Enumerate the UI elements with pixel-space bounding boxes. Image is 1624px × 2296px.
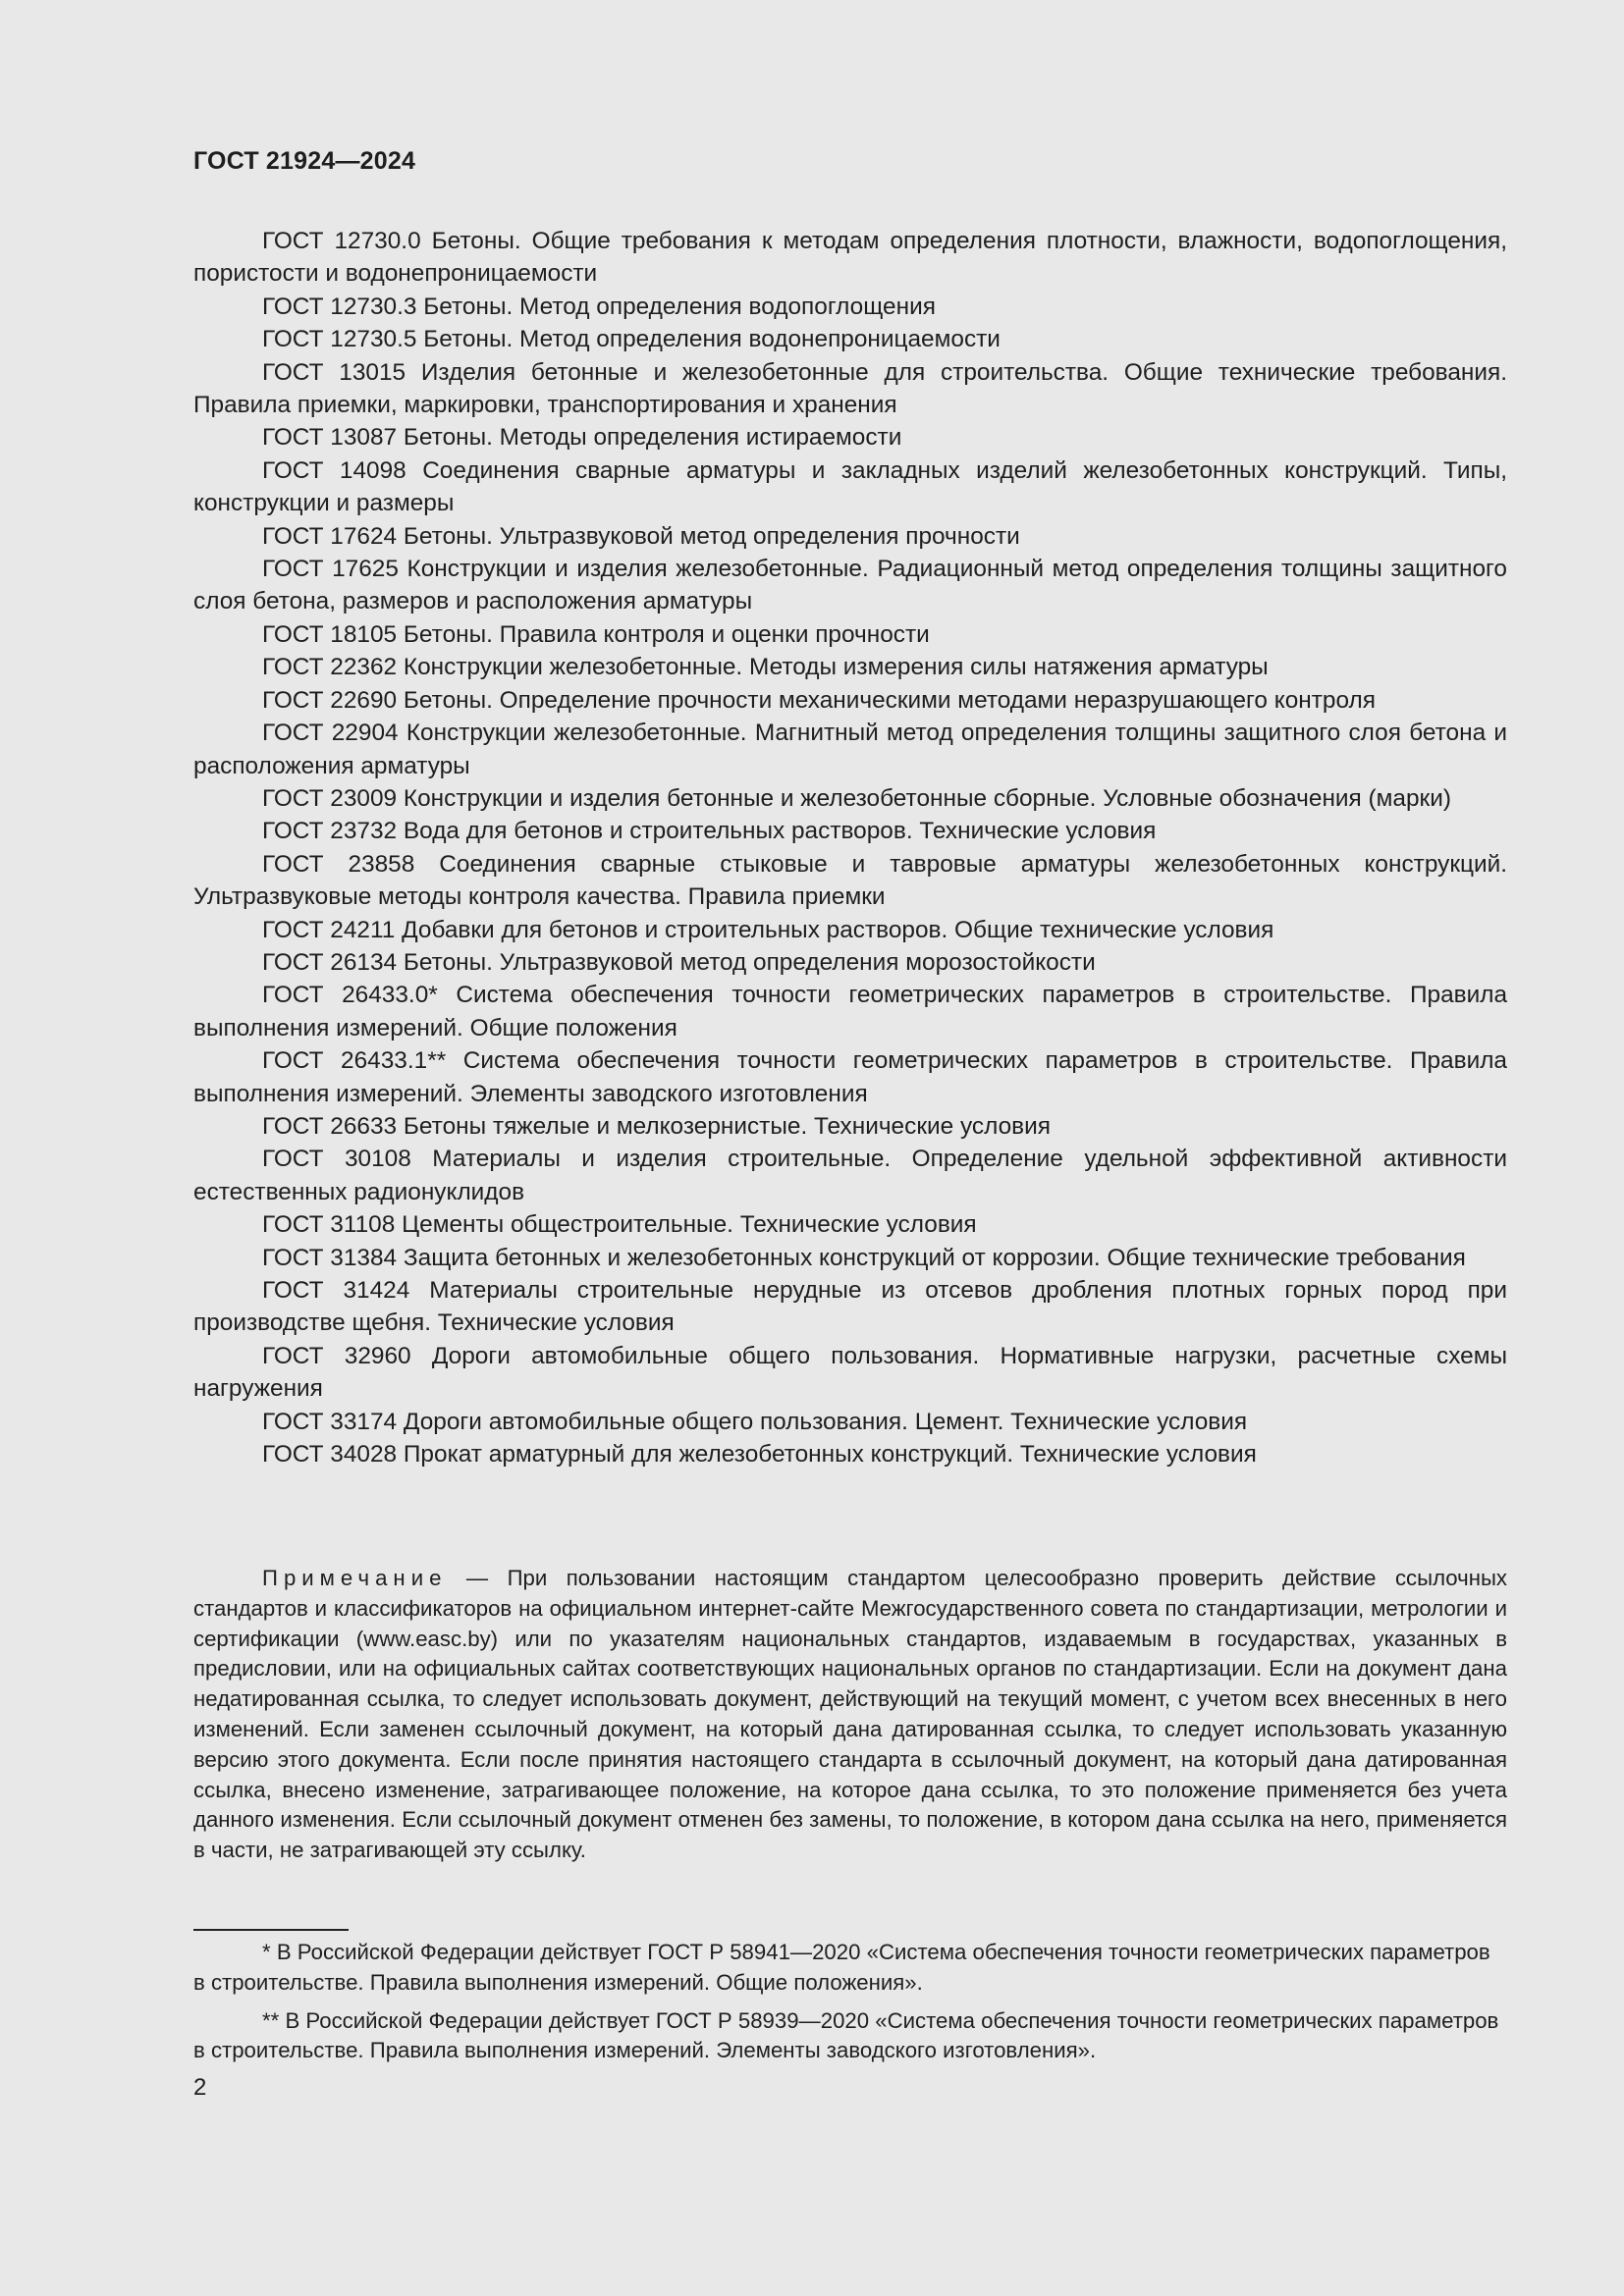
reference-title: Изделия бетонные и железобетонные для строительства. Общие технические требования. Правила приемки, маркировки, транспортирования и хранения — [193, 358, 1507, 419]
reference-item — [193, 618, 1507, 651]
reference-code: ГОСТ 12730.5 — [262, 326, 417, 353]
reference-code: ГОСТ 23858 — [262, 850, 415, 878]
footnote-item — [193, 2006, 1507, 2067]
reference-code: ГОСТ 14098 — [262, 456, 406, 484]
reference-title: Конструкции и изделия бетонные и железобетонные сборные. Условные обозначения (марки) — [403, 784, 1451, 812]
reference-code: ГОСТ 24211 — [262, 916, 396, 943]
reference-item — [193, 323, 1507, 355]
reference-item — [193, 1242, 1507, 1274]
footnote-item — [193, 1938, 1507, 1999]
reference-title: Бетоны. Методы определения истираемости — [403, 424, 902, 452]
reference-item — [193, 1044, 1507, 1110]
reference-code: ГОСТ 13015 — [262, 358, 406, 386]
reference-code: ГОСТ 31424 — [262, 1277, 410, 1304]
reference-item — [193, 225, 1507, 291]
reference-code: ГОСТ 22904 — [262, 720, 399, 747]
reference-item — [193, 1438, 1507, 1470]
reference-title: Конструкции железобетонные. Методы измерения силы натяжения арматуры — [403, 654, 1269, 681]
reference-title: Бетоны. Ультразвуковой метод определения прочности — [403, 522, 1020, 550]
reference-code: ГОСТ 32960 — [262, 1342, 411, 1369]
reference-code: ГОСТ 34028 — [262, 1441, 398, 1468]
footnote-text: В Российской Федерации действует ГОСТ Р 58941—2020 «Система обеспечения точности геометрических параметров в строительстве. Правила выполнения измерений. Общие положения». — [193, 1940, 1490, 1995]
reference-item — [193, 1406, 1507, 1438]
reference-item — [193, 1340, 1507, 1406]
normative-references-list — [193, 225, 1507, 1470]
note-label: Примечание — [262, 1566, 448, 1590]
reference-code: ГОСТ 26134 — [262, 948, 398, 976]
reference-item — [193, 848, 1507, 914]
reference-item — [193, 421, 1507, 454]
reference-code: ГОСТ 18105 — [262, 620, 398, 648]
reference-item — [193, 717, 1507, 782]
reference-code: ГОСТ 22362 — [262, 654, 398, 681]
footnote-marker: ** — [262, 2007, 280, 2033]
reference-item — [193, 520, 1507, 553]
reference-code: ГОСТ 26433.1** — [262, 1047, 447, 1075]
reference-title: Бетоны. Определение прочности механическими методами неразрушающего контроля — [403, 686, 1376, 714]
reference-title: Дороги автомобильные общего пользования. Нормативные нагрузки, расчетные схемы нагружения — [193, 1342, 1507, 1403]
document-header-title: ГОСТ 21924—2024 — [193, 147, 416, 175]
reference-code: ГОСТ 22690 — [262, 686, 398, 714]
reference-title: Вода для бетонов и строительных растворов. Технические условия — [403, 818, 1157, 845]
reference-item — [193, 291, 1507, 323]
reference-code: ГОСТ 17624 — [262, 522, 398, 550]
footnotes — [193, 1938, 1507, 2074]
reference-title: Конструкции железобетонные. Магнитный метод определения толщины защитного слоя бетона и расположения арматуры — [193, 720, 1508, 779]
reference-code: ГОСТ 23009 — [262, 784, 398, 812]
reference-title: Бетоны. Общие требования к методам определения плотности, влажности, водопоглощения, пористости и водонепроницаемости — [193, 228, 1507, 288]
reference-item — [193, 356, 1507, 422]
reference-title: Материалы строительные нерудные из отсевов дробления плотных горных пород при производстве щебня. Технические условия — [193, 1277, 1507, 1337]
reference-code: ГОСТ 31384 — [262, 1244, 398, 1271]
reference-code: ГОСТ 23732 — [262, 818, 398, 845]
reference-title: Добавки для бетонов и строительных растворов. Общие технические условия — [402, 916, 1274, 943]
reference-code: ГОСТ 26633 — [262, 1112, 398, 1140]
reference-item — [193, 454, 1507, 520]
reference-item — [193, 914, 1507, 946]
reference-code: ГОСТ 12730.3 — [262, 293, 417, 320]
reference-item — [193, 1110, 1507, 1143]
reference-title: Система обеспечения точности геометрических параметров в строительстве. Правила выполнения измерений. Общие положения — [193, 982, 1508, 1041]
reference-item — [193, 1274, 1507, 1340]
reference-title: Бетоны. Метод определения водонепроницаемости — [423, 326, 1001, 353]
note-text: — При пользовании настоящим стандартом целесообразно проверить действие ссылочных стандартов и классификаторов на официальном интернет-сайте Межгосударственного совета по стандартизации, метрологии и сертификации (www.easc.by) или по указателям национальных стандартов, издаваемым в государствах, указанных в предисловии, или на официальных сайтах соответствующих национальных органов по стандартизации. Если на документ дана недатированная ссылка, то следует использовать документ, действующий на текущий момент, с учетом всех внесенных в него изменений. Если заменен ссылочный документ, на который дана датированная ссылка, то следует использовать указанную версию этого документа. Если после принятия настоящего стандарта в ссылочный документ, на который дана датированная ссылка, внесено изменение, затрагивающее положение, на которое дана ссылка, то это положение применяется без учета данного изменения. Если ссылочный документ отменен без замены, то положение, в котором дана ссылка на него, применяется в части, не затрагивающей эту ссылку. — [193, 1566, 1507, 1863]
reference-title: Бетоны. Метод определения водопоглощения — [423, 293, 936, 320]
reference-title: Прокат арматурный для железобетонных конструкций. Технические условия — [403, 1441, 1257, 1468]
reference-title: Материалы и изделия строительные. Определение удельной эффективной активности естественных радионуклидов — [193, 1146, 1507, 1205]
note-paragraph — [193, 1564, 1507, 1866]
reference-code: ГОСТ 26433.0* — [262, 982, 438, 1009]
reference-item — [193, 946, 1507, 979]
footnote-marker: * — [262, 1940, 271, 1964]
reference-title: Конструкции и изделия железобетонные. Радиационный метод определения толщины защитного слоя бетона, размеров и расположения арматуры — [193, 556, 1507, 615]
reference-code: ГОСТ 13087 — [262, 424, 398, 452]
footnote-separator — [193, 1929, 349, 1931]
reference-item — [193, 651, 1507, 683]
footnote-text: В Российской Федерации действует ГОСТ Р 58939—2020 «Система обеспечения точности геометрических параметров в строительстве. Правила выполнения измерений. Элементы заводского изготовления». — [193, 2007, 1499, 2063]
reference-item — [193, 684, 1507, 717]
reference-item — [193, 979, 1507, 1044]
reference-code: ГОСТ 17625 — [262, 556, 399, 583]
reference-title: Бетоны тяжелые и мелкозернистые. Технические условия — [403, 1112, 1051, 1140]
reference-title: Бетоны. Ультразвуковой метод определения морозостойкости — [403, 948, 1096, 976]
reference-title: Защита бетонных и железобетонных конструкций от коррозии. Общие технические требования — [403, 1244, 1466, 1271]
reference-code: ГОСТ 12730.0 — [262, 228, 421, 254]
reference-title: Система обеспечения точности геометрических параметров в строительстве. Правила выполнения измерений. Элементы заводского изготовления — [193, 1047, 1507, 1107]
reference-item — [193, 815, 1507, 847]
reference-code: ГОСТ 33174 — [262, 1408, 398, 1435]
page-number: 2 — [193, 2074, 207, 2101]
reference-item — [193, 1208, 1507, 1241]
reference-item — [193, 782, 1507, 815]
reference-title: Соединения сварные арматуры и закладных изделий железобетонных конструкций. Типы, конструкции и размеры — [193, 456, 1508, 517]
reference-code: ГОСТ 31108 — [262, 1211, 396, 1239]
reference-item — [193, 1143, 1507, 1208]
reference-title: Бетоны. Правила контроля и оценки прочности — [403, 620, 930, 648]
reference-item — [193, 553, 1507, 618]
reference-title: Соединения сварные стыковые и тавровые арматуры железобетонных конструкций. Ультразвуковые методы контроля качества. Правила приемки — [193, 850, 1507, 911]
reference-code: ГОСТ 30108 — [262, 1146, 411, 1173]
reference-title: Дороги автомобильные общего пользования. Цемент. Технические условия — [403, 1408, 1248, 1435]
reference-title: Цементы общестроительные. Технические условия — [402, 1211, 977, 1239]
